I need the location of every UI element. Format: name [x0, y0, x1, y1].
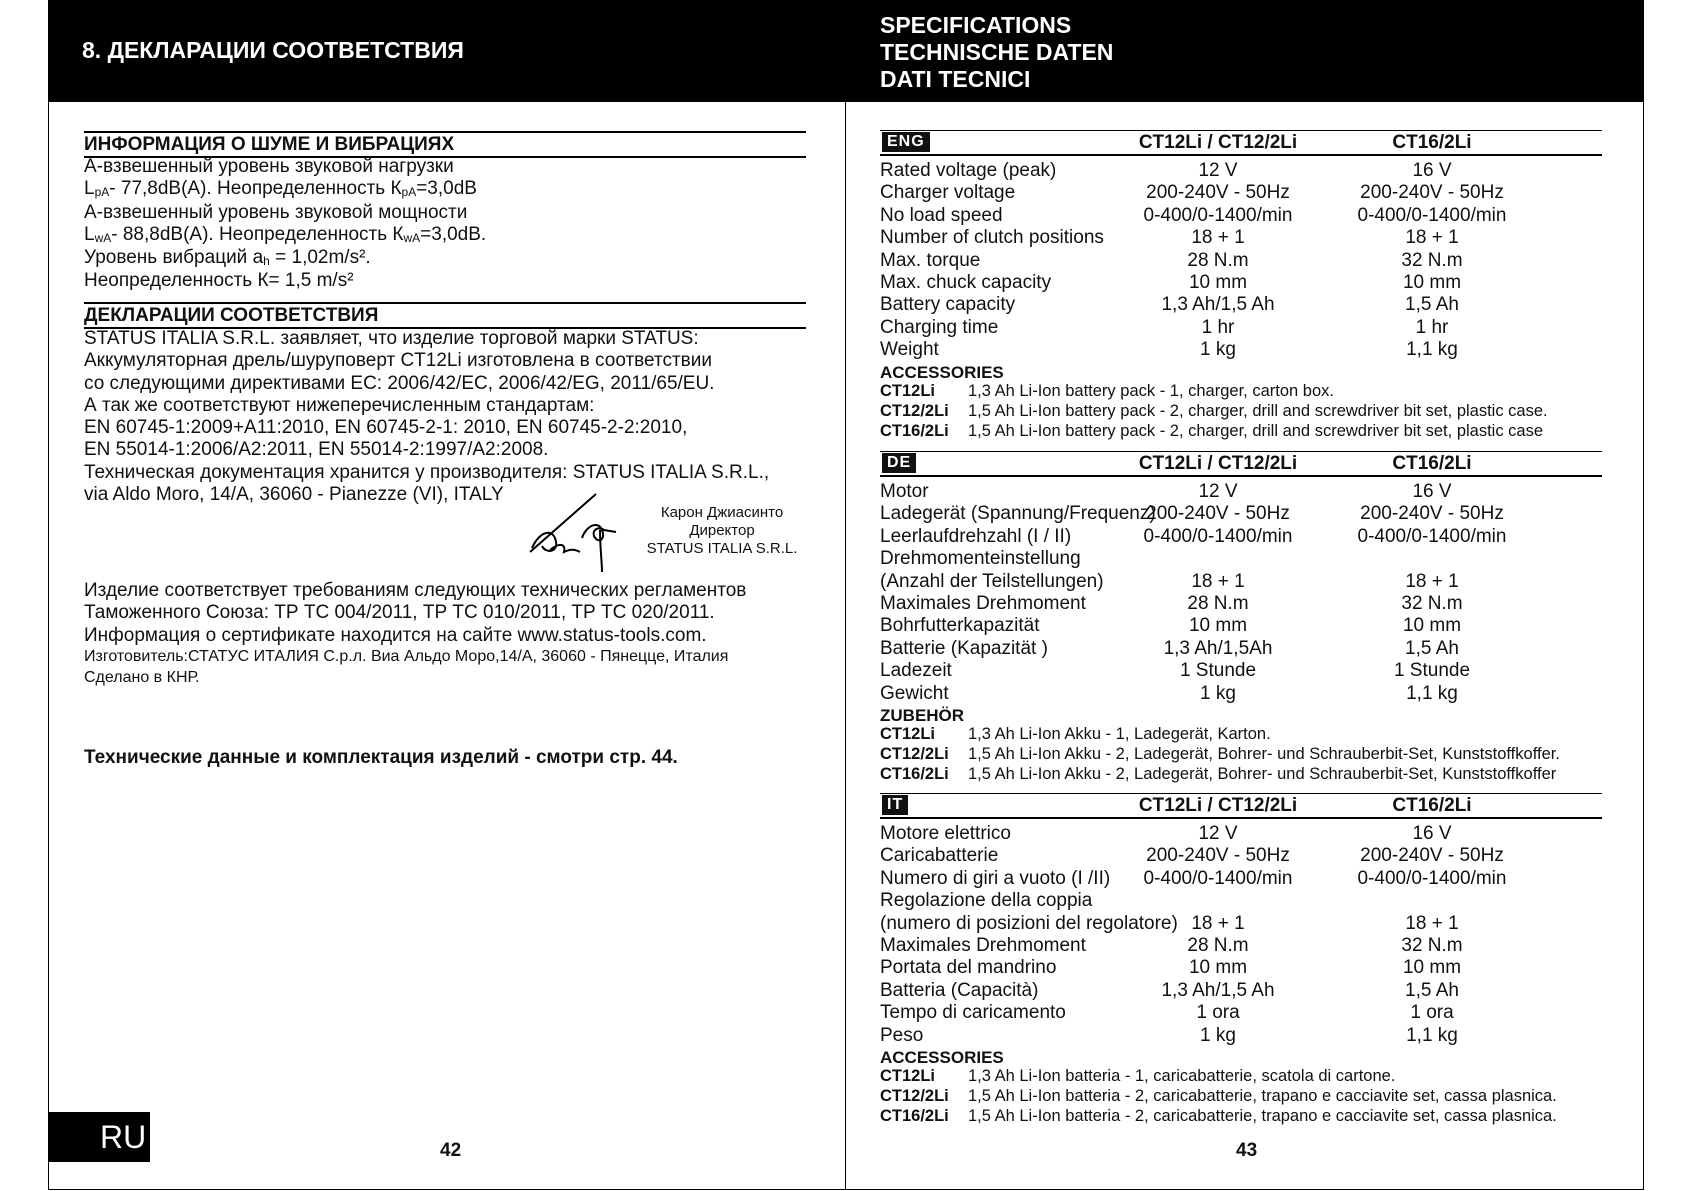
- de-table-header: [880, 451, 1602, 477]
- de-accessory-line: [880, 745, 1560, 764]
- spec-label: Charging time: [880, 316, 999, 338]
- spec-label: Batteria (Capacità): [880, 979, 1039, 1001]
- noise-line-5: [84, 247, 486, 270]
- right-header-bar: [846, 0, 1644, 102]
- decl-line: со следующими директивами ЕС: 2006/42/EC, 2006/42/EG, 2011/65/EU.: [84, 372, 715, 394]
- spec-value-ct12: 1 kg: [1200, 682, 1236, 704]
- spec-label: Max. torque: [880, 249, 981, 271]
- spec-value-ct16: 200-240V - 50Hz: [1360, 845, 1504, 867]
- spec-value-ct12: 1,3 Ah/1,5 Ah: [1161, 979, 1275, 1001]
- spec-value-ct16: 200-240V - 50Hz: [1360, 503, 1504, 525]
- spec-value-ct16: 16 V: [1412, 160, 1452, 181]
- spec-label: Gewicht: [880, 682, 949, 704]
- accessory-contents: 1,3 Ah Li-Ion Akku - 1, Ladegerät, Karton.: [968, 725, 1271, 743]
- spec-value-ct16: 32 N.m: [1401, 593, 1463, 614]
- vibration-value: = 1,02m/s².: [269, 247, 371, 269]
- eng-spec-row: [880, 317, 1602, 339]
- spec-value-ct12: 18 + 1: [1191, 570, 1245, 592]
- accessory-contents: 1,5 Ah Li-Ion Akku - 2, Ladegerät, Bohrer- und Schrauberbit-Set, Kunststoffkoffer: [968, 765, 1557, 784]
- it-spec-row: [880, 957, 1602, 979]
- accessory-contents: 1,3 Ah Li-Ion batteria - 1, caricabatterie, scatola di cartone.: [968, 1067, 1396, 1085]
- eng-spec-row: [880, 272, 1602, 294]
- de-spec-row: [880, 615, 1602, 637]
- signer-company: STATUS ITALIA S.R.L.: [646, 540, 798, 557]
- noise-section-title: ИНФОРМАЦИЯ О ШУМЕ И ВИБРАЦИЯХ: [84, 131, 806, 158]
- accessory-model: CT12Li: [880, 725, 936, 743]
- decl-line: А так же соответствуют нижеперечисленным стандартам:: [84, 394, 595, 416]
- spec-value-ct12: 200-240V - 50Hz: [1146, 503, 1290, 525]
- spec-value-ct16: 18 + 1: [1405, 912, 1459, 934]
- it-spec-row: [880, 845, 1602, 867]
- accessory-contents: 1,5 Ah Li-Ion batteria - 2, caricabatterie, trapano e cacciavite set, cassa plasnica.: [968, 1107, 1557, 1126]
- eng-spec-row: [880, 182, 1602, 204]
- it-spec-row: [880, 868, 1602, 890]
- it-accessory-line: [880, 1087, 1557, 1106]
- lpa-symbol: L: [84, 178, 95, 200]
- made-in-line: Сделано в КНР.: [84, 669, 200, 686]
- accessory-contents: 1,5 Ah Li-Ion Akku - 2, Ladegerät, Bohrer- und Schrauberbit-Set, Kunststoffkoffer.: [968, 745, 1560, 764]
- lwa-symbol: L: [84, 223, 95, 245]
- manufacturer-text: [84, 646, 728, 688]
- it-spec-row: [880, 823, 1602, 845]
- de-language-badge: DE: [882, 453, 916, 473]
- de-accessories-title: ZUBEHÖR: [880, 706, 965, 725]
- regulations-text: [84, 580, 746, 647]
- spec-label: Ladegerät (Spannung/Frequenz): [880, 503, 1156, 525]
- decl-text: [84, 328, 769, 506]
- spec-value-ct16: 32 N.m: [1401, 249, 1463, 271]
- spec-label: Number of clutch positions: [880, 227, 1104, 249]
- de-spec-row: [880, 526, 1602, 548]
- spec-label: Drehmomenteinstellung: [880, 548, 1081, 570]
- de-spec-row: [880, 660, 1602, 682]
- spec-value-ct16: 1 ora: [1410, 1002, 1454, 1024]
- page-divider: [845, 0, 846, 1190]
- language-tag: RU: [48, 1112, 150, 1162]
- spec-value-ct16: 1,1 kg: [1406, 682, 1458, 704]
- de-header-rule: [880, 451, 1602, 452]
- spec-value-ct16: 0-400/0-1400/min: [1357, 525, 1507, 547]
- regs-line: Таможенного Союза: ТР ТС 004/2011, ТР ТС 010/2011, ТР ТС 020/2011.: [84, 602, 715, 624]
- eng-header-rule: [880, 130, 1602, 131]
- vibration-label: Уровень вибраций a: [84, 247, 264, 269]
- eng-accessory-line: [880, 402, 1548, 421]
- accessory-model: CT16/2Li: [880, 765, 949, 784]
- spec-value-ct16: 1,5 Ah: [1405, 637, 1459, 659]
- spec-value-ct16: 18 + 1: [1405, 227, 1459, 249]
- de-accessory-line: [880, 765, 1556, 784]
- spec-value-ct16: 200-240V - 50Hz: [1360, 182, 1504, 204]
- spec-value-ct16: 10 mm: [1402, 615, 1462, 637]
- accessory-model: CT12/2Li: [880, 745, 949, 764]
- it-accessories-title: ACCESSORIES: [880, 1048, 1004, 1067]
- spec-label: Caricabatterie: [880, 845, 999, 867]
- eng-spec-row: [880, 205, 1602, 227]
- spec-value-ct16: 0-400/0-1400/min: [1357, 204, 1507, 226]
- vibration-subscript: h: [263, 254, 270, 269]
- eng-table-header: [880, 130, 1602, 156]
- spec-label: Regolazione della coppia: [880, 890, 1093, 912]
- lpa-value: - 77,8dB(A). Неопределенность К: [109, 178, 402, 200]
- spec-value-ct12: 200-240V - 50Hz: [1146, 182, 1290, 204]
- spec-value-ct12: 0-400/0-1400/min: [1143, 204, 1293, 226]
- spec-label: Battery capacity: [880, 294, 1016, 316]
- spec-label: Batterie (Kapazität ): [880, 637, 1048, 659]
- eng-spec-row: [880, 227, 1602, 249]
- spec-value-ct12: 18 + 1: [1191, 227, 1245, 249]
- decl-line: via Aldo Moro, 14/A, 36060 - Pianezze (VI), ITALY: [84, 484, 504, 506]
- spec-value-ct16: 16 V: [1412, 823, 1452, 844]
- left-header-bar: [48, 0, 845, 102]
- left-header-title: 8. ДЕКЛАРАЦИИ СООТВЕТСТВИЯ: [82, 37, 464, 63]
- spec-value-ct12: 1 ora: [1196, 1002, 1240, 1024]
- spec-label: (Anzahl der Teilstellungen): [880, 570, 1104, 592]
- spec-value-ct12: 12 V: [1198, 823, 1238, 844]
- right-page-number: 43: [1236, 1140, 1258, 1161]
- noise-line-4: [84, 224, 486, 247]
- accessory-contents: 1,5 Ah Li-Ion battery pack - 2, charger, drill and screwdriver bit set, plastic case.: [968, 401, 1548, 420]
- lpa-subscript: pA: [94, 185, 110, 200]
- it-accessory-line: [880, 1067, 1395, 1086]
- it-spec-row: [880, 913, 1602, 935]
- eng-language-badge: ENG: [882, 132, 930, 152]
- it-spec-row: [880, 890, 1602, 912]
- accessory-model: CT16/2Li: [880, 1107, 949, 1126]
- signer-block: [636, 504, 808, 558]
- it-col1-header: CT12Li / CT12/2Li: [1138, 795, 1298, 816]
- it-language-badge: IT: [882, 795, 908, 815]
- accessory-contents: 1,5 Ah Li-Ion batteria - 2, caricabatterie, trapano e cacciavite set, cassa plasnica.: [968, 1087, 1557, 1106]
- it-header-rule: [880, 793, 1602, 794]
- spec-value-ct16: 1,5 Ah: [1405, 979, 1459, 1001]
- spec-label: Numero di giri a vuoto (I /II): [880, 867, 1111, 889]
- decl-line: STATUS ITALIA S.R.L. заявляет, что изделие торговой марки STATUS:: [84, 328, 699, 349]
- spec-value-ct12: 0-400/0-1400/min: [1143, 867, 1293, 889]
- de-accessory-line: [880, 725, 1271, 744]
- eng-spec-row: [880, 250, 1602, 272]
- it-accessory-line: [880, 1107, 1557, 1126]
- kwa-value: =3,0dB.: [420, 223, 487, 245]
- spec-value-ct16: 1,1 kg: [1406, 339, 1458, 361]
- it-col2-header: CT16/2Li: [1392, 795, 1472, 816]
- signer-role: Директор: [689, 522, 755, 539]
- spec-label: Rated voltage (peak): [880, 160, 1057, 181]
- it-table-header: [880, 793, 1602, 819]
- spec-value-ct12: 28 N.m: [1187, 935, 1249, 956]
- regs-line: Информация о сертификате находится на сайте www.status-tools.com.: [84, 624, 707, 646]
- spec-label: Max. chuck capacity: [880, 272, 1052, 293]
- spec-value-ct12: 18 + 1: [1191, 912, 1245, 934]
- eng-accessory-line: [880, 422, 1543, 441]
- decl-line: Техническая документация хранится у производителя: STATUS ITALIA S.R.L.,: [84, 461, 770, 483]
- spec-label: Tempo di caricamento: [880, 1002, 1066, 1024]
- spec-value-ct16: 18 + 1: [1405, 570, 1459, 592]
- spec-value-ct12: 28 N.m: [1187, 593, 1249, 614]
- decl-line: Аккумуляторная дрель/шуруповерт CT12Li изготовлена в соответствии: [84, 350, 713, 372]
- spec-value-ct16: 0-400/0-1400/min: [1357, 867, 1507, 889]
- accessory-contents: 1,3 Ah Li-Ion battery pack - 1, charger, carton box.: [968, 381, 1334, 400]
- spec-value-ct16: 10 mm: [1402, 957, 1462, 979]
- eng-accessories-title: ACCESSORIES: [880, 362, 1004, 382]
- spec-value-ct12: 10 mm: [1188, 957, 1248, 979]
- spec-value-ct12: 12 V: [1198, 160, 1238, 181]
- spec-value-ct12: 12 V: [1198, 481, 1238, 502]
- eng-accessory-line: [880, 382, 1334, 401]
- regs-line: Изделие соответствует требованиям следующих технических регламентов: [84, 580, 747, 601]
- spec-value-ct16: 1 Stunde: [1393, 660, 1471, 682]
- decl-line: EN 55014-1:2006/A2:2011, EN 55014-2:1997/A2:2008.: [84, 439, 549, 461]
- spec-label: Weight: [880, 339, 939, 361]
- noise-line-6: Неопределенность К= 1,5 m/s²: [84, 270, 354, 292]
- it-spec-row: [880, 1025, 1602, 1047]
- spec-value-ct16: 10 mm: [1402, 272, 1462, 293]
- spec-label: (numero di posizioni del regolatore): [880, 912, 1178, 934]
- header-line-de: TECHNISCHE DATEN: [880, 39, 1114, 65]
- eng-col2-header: CT16/2Li: [1392, 132, 1472, 153]
- spec-reference-note: Технические данные и комплектация изделий - смотри стр. 44.: [84, 747, 678, 768]
- it-spec-row: [880, 980, 1602, 1002]
- eng-col1-header: CT12Li / CT12/2Li: [1138, 132, 1298, 153]
- accessory-model: CT12Li: [880, 381, 936, 400]
- spec-label: Ladezeit: [880, 660, 952, 682]
- spec-label: Motore elettrico: [880, 823, 1011, 844]
- de-col2-header: CT16/2Li: [1392, 453, 1472, 474]
- it-spec-row: [880, 1002, 1602, 1024]
- spec-label: Maximales Drehmoment: [880, 935, 1086, 956]
- decl-section-title: ДЕКЛАРАЦИИ СООТВЕТСТВИЯ: [84, 302, 806, 329]
- noise-text: [84, 156, 486, 293]
- kwa-subscript: wA: [403, 230, 421, 245]
- de-spec-row: [880, 638, 1602, 660]
- spec-value-ct12: 1,3 Ah/1,5 Ah: [1161, 294, 1275, 316]
- left-page-number: 42: [440, 1140, 462, 1161]
- de-spec-row: [880, 593, 1602, 615]
- de-spec-row: [880, 503, 1602, 525]
- spec-value-ct12: 1 Stunde: [1179, 660, 1257, 682]
- spec-value-ct12: 1,3 Ah/1,5Ah: [1163, 637, 1273, 659]
- eng-spec-row: [880, 294, 1602, 316]
- accessory-model: CT12/2Li: [880, 401, 949, 420]
- noise-line-1: А-взвешенный уровень звуковой нагрузки: [84, 156, 454, 177]
- spec-value-ct12: 1 kg: [1200, 1024, 1236, 1046]
- it-spec-row: [880, 935, 1602, 957]
- de-spec-row: [880, 548, 1602, 570]
- spec-label: Peso: [880, 1024, 924, 1046]
- eng-spec-row: [880, 339, 1602, 361]
- spec-label: Charger voltage: [880, 182, 1016, 204]
- header-line-it: DATI TECNICI: [880, 66, 1031, 92]
- lwa-subscript: wA: [94, 230, 112, 245]
- noise-line-3: А-взвешенный уровень звуковой мощности: [84, 201, 468, 223]
- de-col1-header: CT12Li / CT12/2Li: [1138, 453, 1298, 474]
- de-spec-row: [880, 683, 1602, 705]
- de-spec-row: [880, 571, 1602, 593]
- spec-value-ct16: 1,1 kg: [1406, 1024, 1458, 1046]
- spec-value-ct12: 1 kg: [1200, 339, 1236, 361]
- accessory-model: CT12Li: [880, 1067, 936, 1085]
- spec-label: No load speed: [880, 204, 1003, 226]
- manufacturer-line: Изготовитель:СТАТУС ИТАЛИЯ С.р.л. Виа Альдо Моро,14/А, 36060 - Пянецце, Италия: [84, 648, 729, 665]
- decl-line: EN 60745-1:2009+A11:2010, EN 60745-2-1: 2010, EN 60745-2-2:2010,: [84, 417, 688, 439]
- spec-value-ct16: 32 N.m: [1401, 935, 1463, 956]
- signature-image: [520, 490, 640, 574]
- spec-label: Bohrfutterkapazität: [880, 615, 1040, 637]
- spec-value-ct16: 1,5 Ah: [1405, 294, 1459, 316]
- spec-value-ct12: 0-400/0-1400/min: [1143, 525, 1293, 547]
- spec-label: Portata del mandrino: [880, 957, 1057, 979]
- accessory-contents: 1,5 Ah Li-Ion battery pack - 2, charger, drill and screwdriver bit set, plastic case: [968, 422, 1544, 440]
- signer-name: Карон Джиасинто: [660, 504, 784, 521]
- kpa-value: =3,0dB: [416, 178, 477, 200]
- accessory-model: CT16/2Li: [880, 422, 949, 440]
- spec-label: Motor: [880, 481, 929, 502]
- noise-line-2: [84, 178, 486, 201]
- header-line-en: SPECIFICATIONS: [880, 12, 1072, 38]
- right-header-title: [880, 12, 1113, 93]
- spec-value-ct12: 1 hr: [1201, 316, 1235, 338]
- kpa-subscript: pA: [401, 185, 417, 200]
- spec-value-ct12: 200-240V - 50Hz: [1146, 845, 1290, 867]
- spec-value-ct16: 16 V: [1412, 481, 1452, 502]
- lwa-value: - 88,8dB(A). Неопределенность К: [111, 223, 404, 245]
- spec-label: Maximales Drehmoment: [880, 593, 1086, 614]
- spec-label: Leerlaufdrehzahl (I / II): [880, 525, 1072, 547]
- spec-value-ct16: 1 hr: [1415, 316, 1449, 338]
- de-spec-row: [880, 481, 1602, 503]
- spec-value-ct12: 10 mm: [1188, 615, 1248, 637]
- eng-spec-row: [880, 160, 1602, 182]
- spec-value-ct12: 10 mm: [1188, 272, 1248, 293]
- accessory-model: CT12/2Li: [880, 1087, 949, 1106]
- spec-value-ct12: 28 N.m: [1187, 249, 1249, 271]
